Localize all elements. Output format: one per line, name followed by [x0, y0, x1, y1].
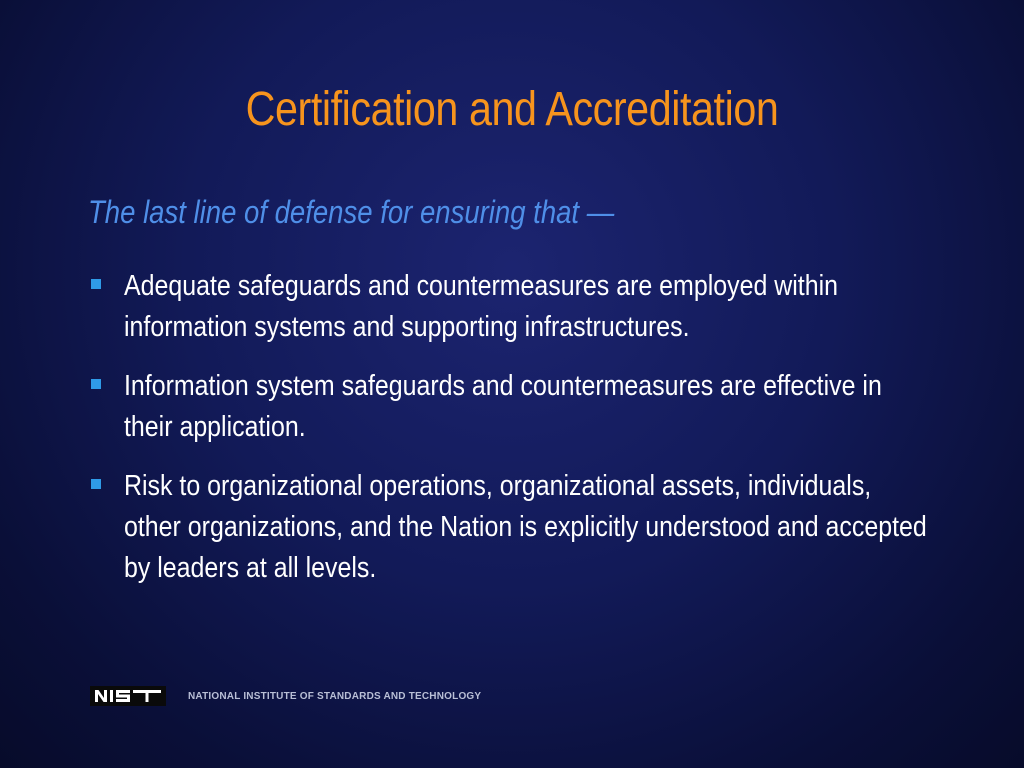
square-bullet-icon: [91, 379, 101, 389]
bullet-item: [88, 366, 988, 448]
bullet-list: [88, 266, 988, 607]
slide-subtitle: The last line of defense for ensuring that —: [88, 194, 615, 230]
bullet-text: Information system safeguards and countermeasures are effective in their application.: [124, 370, 882, 443]
bullet-item: [88, 466, 988, 589]
slide-title: Certification and Accreditation: [245, 83, 779, 136]
bullet-text: Adequate safeguards and countermeasures are employed within information systems and supporting infrastructures.: [124, 270, 839, 343]
nist-logo: [90, 686, 166, 706]
footer-organization: NATIONAL INSTITUTE OF STANDARDS AND TECHNOLOGY: [188, 690, 482, 702]
bullet-item: [88, 266, 988, 348]
square-bullet-icon: [91, 279, 101, 289]
bullet-text: Risk to organizational operations, organizational assets, individuals, other organizations, and the Nation is explicitly understood and accepted by leaders at all levels.: [124, 470, 927, 584]
footer: [90, 684, 481, 708]
square-bullet-icon: [91, 479, 101, 489]
